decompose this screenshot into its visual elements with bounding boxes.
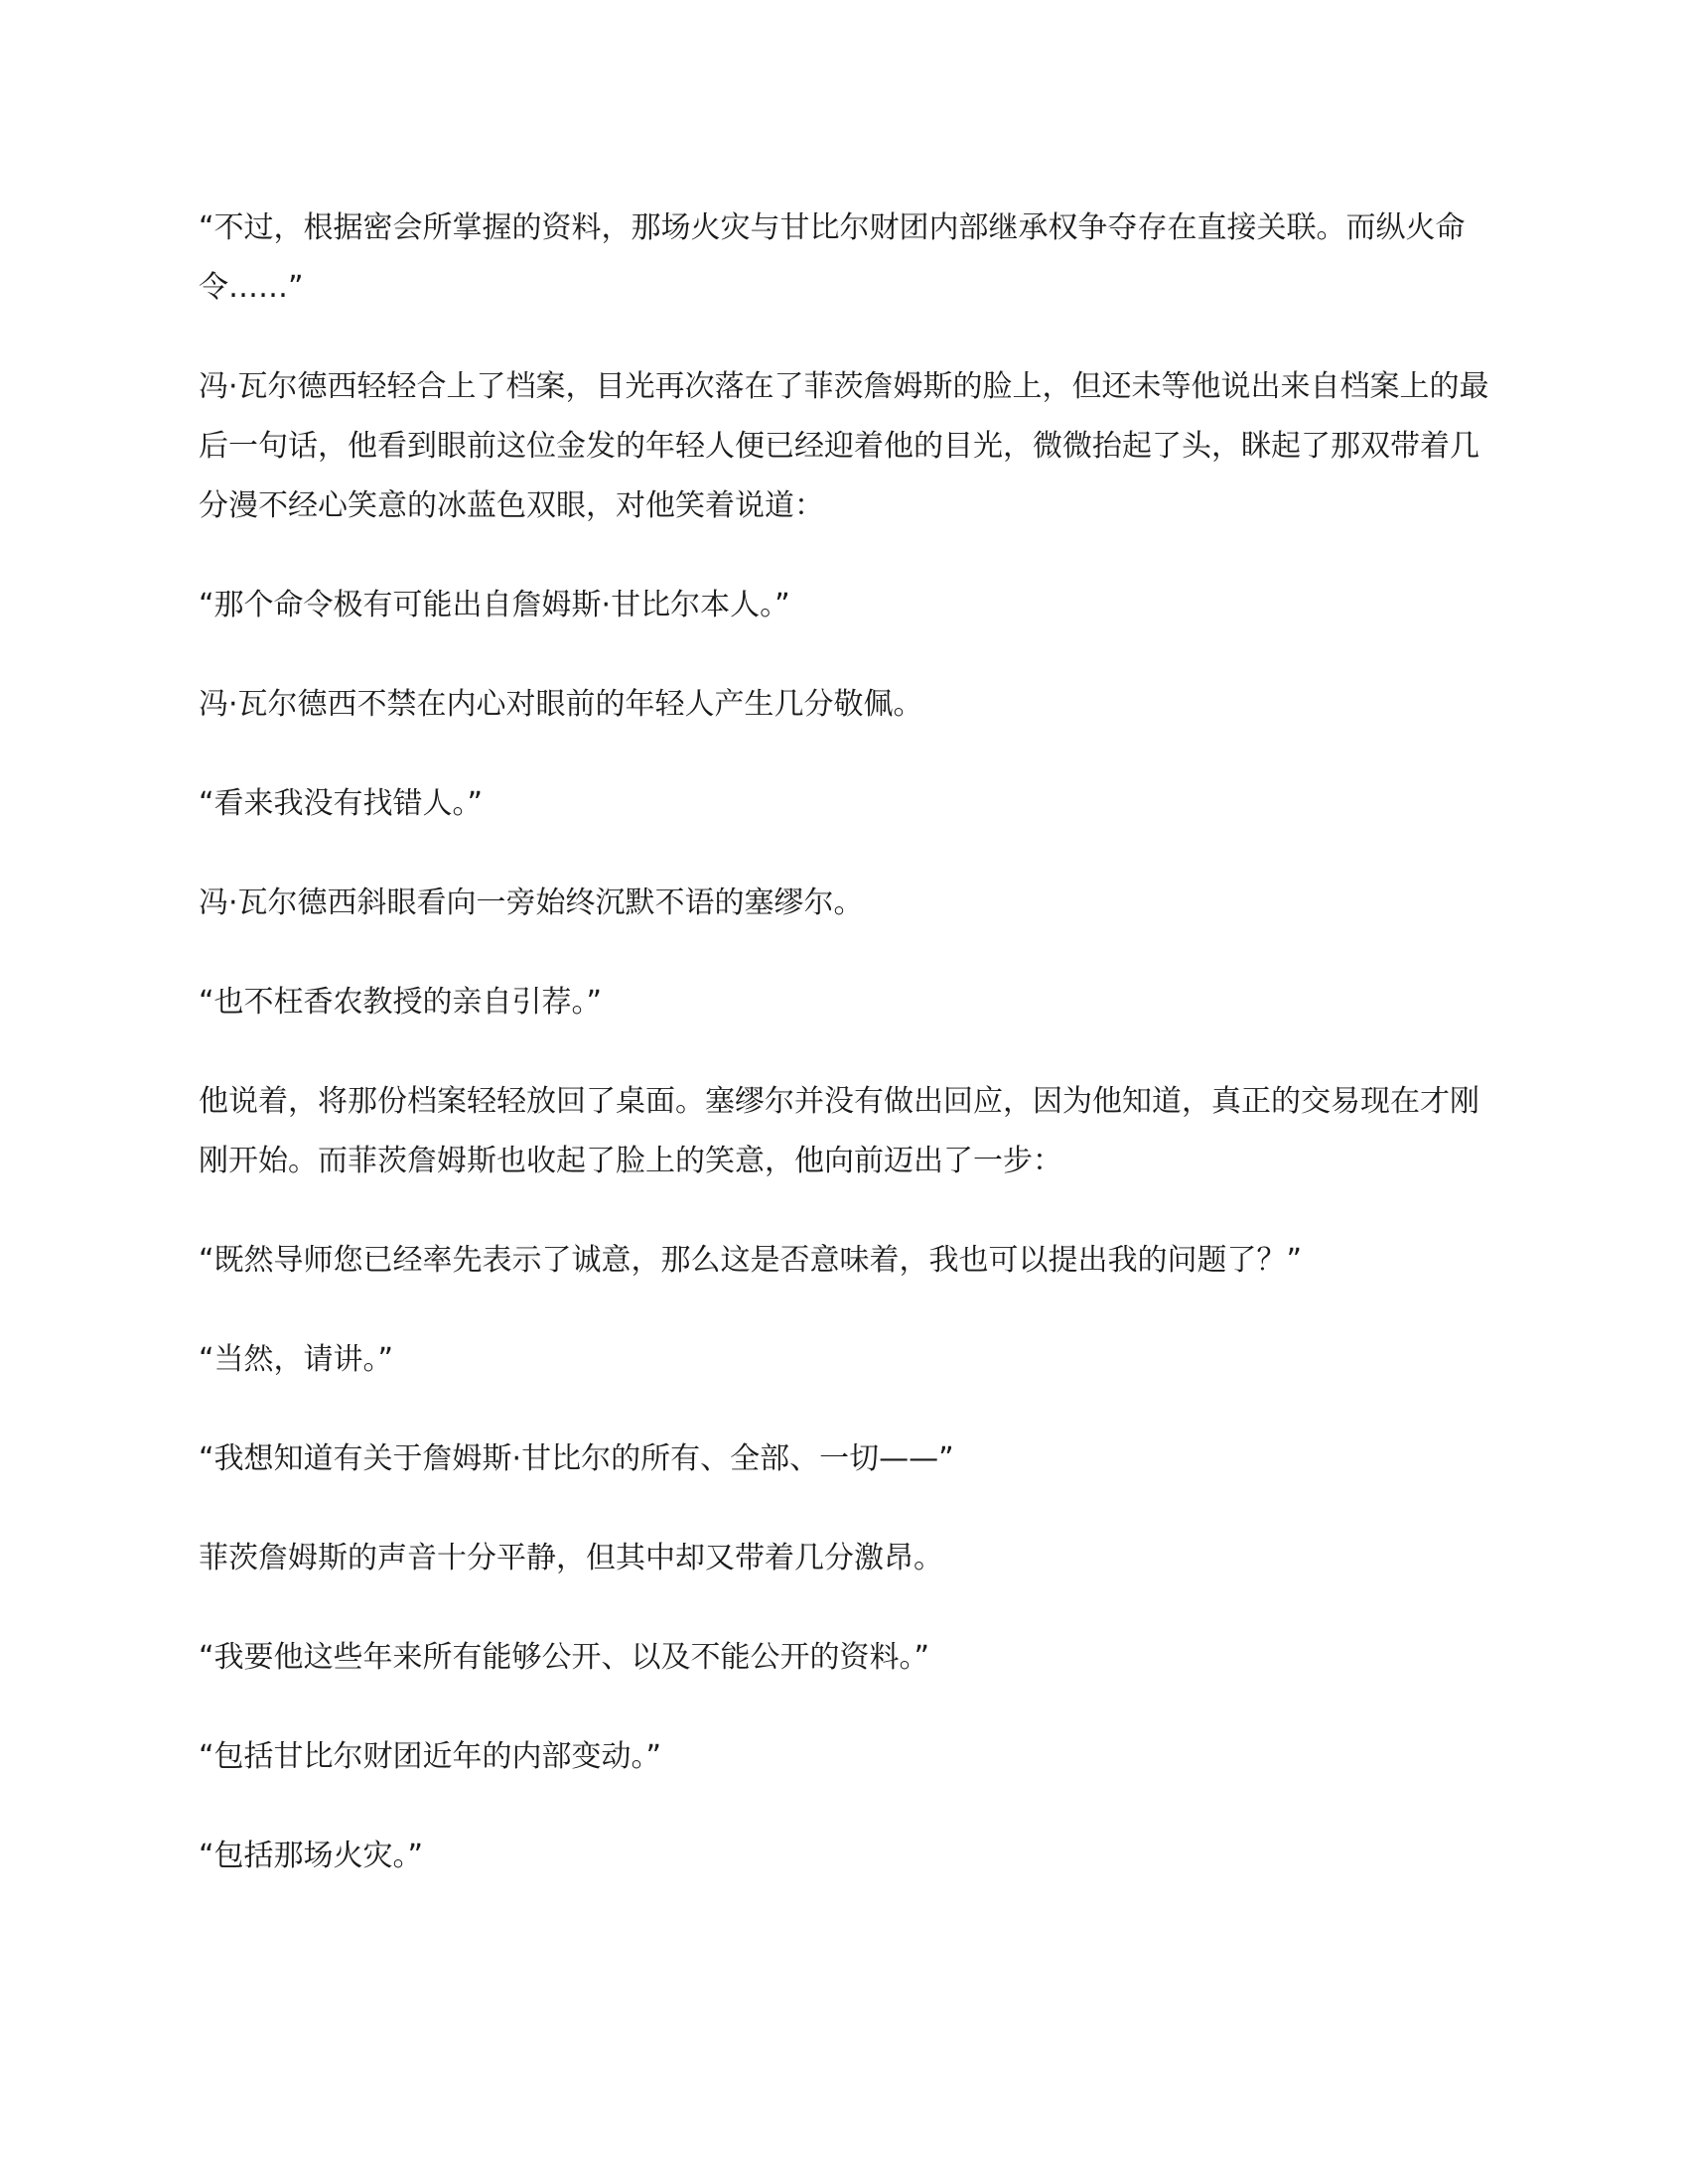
paragraph: 冯·瓦尔德西斜眼看向一旁始终沉默不语的塞缪尔。 <box>199 886 864 920</box>
paragraph: “不过，根据密会所掌握的资料，那场火灾与甘比尔财团内部继承权争夺存在直接关联。而纵火命令……” <box>199 210 1466 305</box>
paragraph: “看来我没有找错人。” <box>199 786 484 821</box>
paragraph: 他说着，将那份档案轻轻放回了桌面。塞缪尔并没有做出回应，因为他知道，真正的交易现在才刚刚开始。而菲茨詹姆斯也收起了脸上的笑意，他向前迈出了一步： <box>199 1084 1479 1178</box>
paragraph: “我想知道有关于詹姆斯·甘比尔的所有、全部、一切——” <box>199 1441 954 1476</box>
paragraph: 冯·瓦尔德西不禁在内心对眼前的年轻人产生几分敬佩。 <box>199 687 923 722</box>
paragraph: “我要他这些年来所有能够公开、以及不能公开的资料。” <box>199 1640 930 1675</box>
paragraph: “包括那场火灾。” <box>199 1839 424 1873</box>
paragraph: “那个命令极有可能出自詹姆斯·甘比尔本人。” <box>199 588 790 622</box>
paragraph: “包括甘比尔财团近年的内部变动。” <box>199 1739 662 1774</box>
text-body <box>199 199 1489 1926</box>
paragraph: “也不枉香农教授的亲自引荐。” <box>199 985 603 1020</box>
paragraph: “当然，请讲。” <box>199 1342 394 1377</box>
paragraph: “既然导师您已经率先表示了诚意，那么这是否意味着，我也可以提出我的问题了？” <box>199 1243 1303 1278</box>
paragraph: 菲茨詹姆斯的声音十分平静，但其中却又带着几分激昂。 <box>199 1541 943 1575</box>
paragraph: 冯·瓦尔德西轻轻合上了档案，目光再次落在了菲茨詹姆斯的脸上，但还未等他说出来自档案上的最后一句话，他看到眼前这位金发的年轻人便已经迎着他的目光，微微抬起了头，眯起了那双带着几分漫不经心笑意的冰蓝色双眼，对他笑着说道： <box>199 369 1489 523</box>
